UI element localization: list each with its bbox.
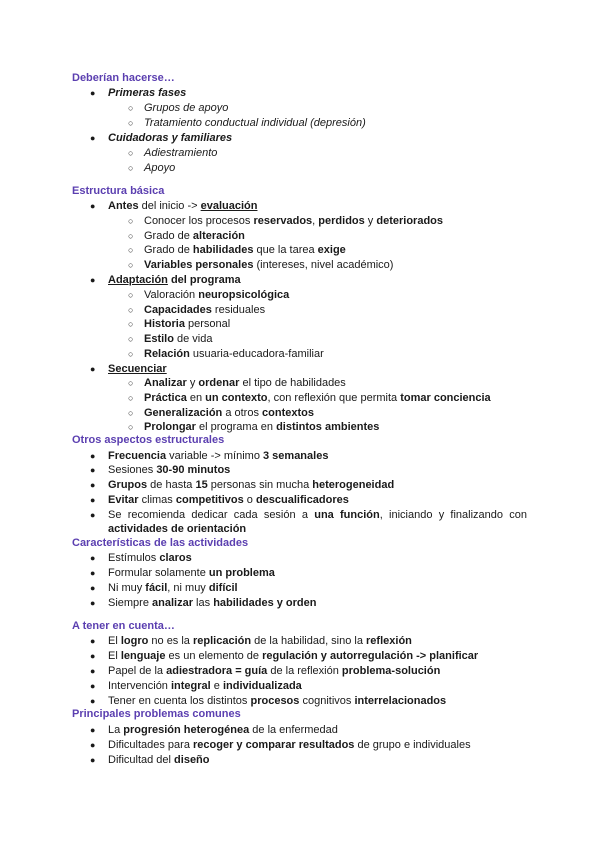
filled-bullet-icon: ● bbox=[90, 598, 96, 608]
list-item: Siempre analizar las habilidades y orden bbox=[108, 597, 317, 609]
list-item: Adiestramiento bbox=[144, 147, 218, 159]
list-item: Relación usuaria-educadora-familiar bbox=[144, 348, 324, 360]
list-item: Antes del inicio -> evaluación bbox=[108, 200, 258, 212]
list-item: Primeras fases bbox=[108, 87, 187, 99]
list-item: Apoyo bbox=[144, 162, 176, 174]
filled-bullet-icon: ● bbox=[90, 510, 96, 520]
list-item: El lenguaje es un elemento de regulación y autorregulación -> planificar bbox=[108, 650, 479, 662]
list-item: El logro no es la replicación de la habilidad, sino la reflexión bbox=[108, 635, 412, 647]
section-heading-otros-aspectos: Otros aspectos estructurales bbox=[72, 434, 225, 446]
filled-bullet-icon: ● bbox=[90, 681, 96, 691]
list-item: Evitar climas competitivos o descualificadores bbox=[108, 494, 349, 506]
list-item: Estilo de vida bbox=[144, 333, 213, 345]
filled-bullet-icon: ● bbox=[90, 553, 96, 563]
list-item: Capacidades residuales bbox=[144, 304, 266, 316]
hollow-circle-icon: ○ bbox=[128, 319, 134, 329]
filled-bullet-icon: ● bbox=[90, 451, 96, 461]
filled-bullet-icon: ● bbox=[90, 568, 96, 578]
filled-bullet-icon: ● bbox=[90, 636, 96, 646]
section-heading-caracteristicas: Características de las actividades bbox=[72, 537, 249, 549]
hollow-circle-icon: ○ bbox=[128, 148, 134, 158]
list-item: Dificultad del diseño bbox=[108, 754, 210, 766]
section-heading-a-tener-en-cuenta: A tener en cuenta… bbox=[72, 620, 175, 632]
hollow-circle-icon: ○ bbox=[128, 245, 134, 255]
list-item: Historia personal bbox=[144, 318, 231, 330]
list-item: Se recomienda dedicar cada sesión a una función, iniciando y finalizando con bbox=[108, 509, 527, 521]
list-item: Analizar y ordenar el tipo de habilidades bbox=[144, 377, 346, 389]
hollow-circle-icon: ○ bbox=[128, 349, 134, 359]
list-item: Secuenciar bbox=[108, 363, 167, 375]
filled-bullet-icon: ● bbox=[90, 275, 96, 285]
section-heading-deberian: Deberían hacerse… bbox=[72, 72, 175, 84]
list-item: Estímulos claros bbox=[108, 552, 192, 564]
filled-bullet-icon: ● bbox=[90, 740, 96, 750]
hollow-circle-icon: ○ bbox=[128, 103, 134, 113]
list-item: Adaptación del programa bbox=[108, 274, 241, 286]
hollow-circle-icon: ○ bbox=[128, 305, 134, 315]
list-item: Grupos de hasta 15 personas sin mucha heterogeneidad bbox=[108, 479, 395, 491]
list-item: Formular solamente un problema bbox=[108, 567, 275, 579]
filled-bullet-icon: ● bbox=[90, 88, 96, 98]
list-item: Generalización a otros contextos bbox=[144, 407, 314, 419]
hollow-circle-icon: ○ bbox=[128, 163, 134, 173]
section-heading-problemas: Principales problemas comunes bbox=[72, 708, 241, 720]
list-item: Valoración neuropsicológica bbox=[144, 289, 290, 301]
filled-bullet-icon: ● bbox=[90, 495, 96, 505]
list-item: Grado de alteración bbox=[144, 230, 245, 242]
hollow-circle-icon: ○ bbox=[128, 378, 134, 388]
list-item: Tener en cuenta los distintos procesos cognitivos interrelacionados bbox=[108, 695, 447, 707]
hollow-circle-icon: ○ bbox=[128, 334, 134, 344]
list-item: La progresión heterogénea de la enfermedad bbox=[108, 724, 338, 736]
hollow-circle-icon: ○ bbox=[128, 216, 134, 226]
list-item: Dificultades para recoger y comparar resultados de grupo e individuales bbox=[108, 739, 471, 751]
hollow-circle-icon: ○ bbox=[128, 260, 134, 270]
filled-bullet-icon: ● bbox=[90, 364, 96, 374]
filled-bullet-icon: ● bbox=[90, 583, 96, 593]
list-item: Grupos de apoyo bbox=[144, 102, 229, 114]
list-item: Cuidadoras y familiares bbox=[108, 132, 233, 144]
hollow-circle-icon: ○ bbox=[128, 422, 134, 432]
list-item: Variables personales (intereses, nivel académico) bbox=[144, 259, 394, 271]
filled-bullet-icon: ● bbox=[90, 133, 96, 143]
filled-bullet-icon: ● bbox=[90, 465, 96, 475]
list-item: Tratamiento conductual individual (depresión) bbox=[144, 117, 366, 129]
filled-bullet-icon: ● bbox=[90, 201, 96, 211]
hollow-circle-icon: ○ bbox=[128, 290, 134, 300]
hollow-circle-icon: ○ bbox=[128, 231, 134, 241]
list-item: Conocer los procesos reservados, perdidos y deteriorados bbox=[144, 215, 444, 227]
list-item: Práctica en un contexto, con reflexión que permita tomar conciencia bbox=[144, 392, 491, 404]
section-heading-estructura: Estructura básica bbox=[72, 185, 165, 197]
filled-bullet-icon: ● bbox=[90, 666, 96, 676]
list-item: Papel de la adiestradora = guía de la reflexión problema-solución bbox=[108, 665, 441, 677]
filled-bullet-icon: ● bbox=[90, 480, 96, 490]
filled-bullet-icon: ● bbox=[90, 696, 96, 706]
list-item: Prolongar el programa en distintos ambientes bbox=[144, 421, 380, 433]
list-item: Sesiones 30-90 minutos bbox=[108, 464, 231, 476]
list-item-continuation: actividades de orientación bbox=[108, 523, 247, 535]
filled-bullet-icon: ● bbox=[90, 755, 96, 765]
list-item: Intervención integral e individualizada bbox=[108, 680, 302, 692]
filled-bullet-icon: ● bbox=[90, 651, 96, 661]
hollow-circle-icon: ○ bbox=[128, 118, 134, 128]
list-item: Grado de habilidades que la tarea exige bbox=[144, 244, 346, 256]
list-item: Frecuencia variable -> mínimo 3 semanales bbox=[108, 450, 329, 462]
list-item: Ni muy fácil, ni muy difícil bbox=[108, 582, 238, 594]
hollow-circle-icon: ○ bbox=[128, 408, 134, 418]
filled-bullet-icon: ● bbox=[90, 725, 96, 735]
hollow-circle-icon: ○ bbox=[128, 393, 134, 403]
